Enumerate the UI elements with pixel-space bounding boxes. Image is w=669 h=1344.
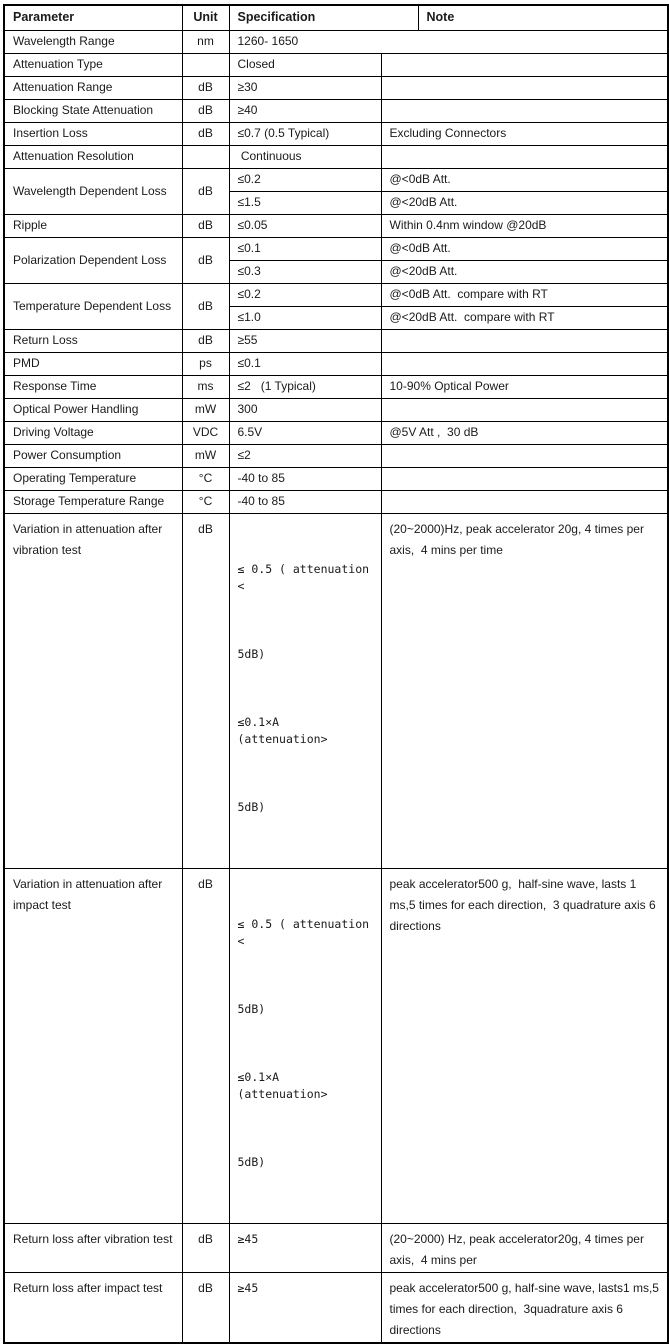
- table-row: [4, 352, 668, 375]
- unit-cell: ps: [182, 352, 229, 375]
- table-row: [4, 122, 668, 145]
- spec-cell: ≤2 (1 Typical): [229, 375, 381, 398]
- spec-cell: ≥40: [229, 99, 381, 122]
- spec-cell: ≤0.3: [229, 260, 381, 283]
- header-parameter: Parameter: [4, 5, 182, 30]
- note-cell: [381, 398, 668, 421]
- parameter-cell: PMD: [4, 352, 182, 375]
- spec-cell: Closed: [229, 53, 381, 76]
- note-cell: @<20dB Att.: [381, 260, 668, 283]
- unit-cell: dB: [182, 868, 229, 1223]
- spec-cell: ≤0.7 (0.5 Typical): [229, 122, 381, 145]
- spec-cell: ≤1.5: [229, 191, 381, 214]
- unit-cell: nm: [182, 30, 229, 53]
- unit-cell: dB: [182, 99, 229, 122]
- note-cell: Excluding Connectors: [381, 122, 668, 145]
- spec-cell: ≥45: [229, 1272, 381, 1343]
- parameter-cell: Polarization Dependent Loss: [4, 237, 182, 283]
- unit-cell: dB: [182, 237, 229, 283]
- note-cell: peak accelerator500 g, half-sine wave, lasts 1 ms,5 times for each direction, 3 quadrature axis 6 directions: [381, 868, 668, 1223]
- unit-cell: °C: [182, 490, 229, 513]
- parameter-cell: Attenuation Resolution: [4, 145, 182, 168]
- spec-cell: [229, 513, 381, 868]
- table-row: [4, 214, 668, 237]
- note-cell: [381, 490, 668, 513]
- table-row: [4, 868, 668, 1223]
- parameter-cell: Storage Temperature Range: [4, 490, 182, 513]
- unit-cell: dB: [182, 76, 229, 99]
- note-cell: [381, 53, 668, 76]
- parameter-cell: Ripple: [4, 214, 182, 237]
- note-cell: [381, 76, 668, 99]
- spec-cell: Continuous: [229, 145, 381, 168]
- parameter-cell: Variation in attenuation after vibration test: [4, 513, 182, 868]
- unit-cell: mW: [182, 398, 229, 421]
- note-cell: Within 0.4nm window @20dB: [381, 214, 668, 237]
- spec-cell: ≤0.2: [229, 168, 381, 191]
- unit-cell: ms: [182, 375, 229, 398]
- parameter-cell: Return Loss: [4, 329, 182, 352]
- table-row: [4, 168, 668, 191]
- parameter-cell: Attenuation Type: [4, 53, 182, 76]
- table-row: [4, 513, 668, 868]
- spec-cell: ≥30: [229, 76, 381, 99]
- unit-cell: dB: [182, 122, 229, 145]
- parameter-cell: Wavelength Dependent Loss: [4, 168, 182, 214]
- table-row: [4, 1272, 668, 1343]
- spec-line: ≤0.1×A (attenuation>: [237, 714, 328, 746]
- spec-cell: ≤0.1: [229, 237, 381, 260]
- note-cell: @<0dB Att.: [381, 237, 668, 260]
- spec-cell: -40 to 85: [229, 490, 381, 513]
- note-cell: peak accelerator500 g, half-sine wave, lasts1 ms,5 times for each direction, 3quadrature axis 6 directions: [381, 1272, 668, 1343]
- unit-cell: dB: [182, 329, 229, 352]
- parameter-cell: Response Time: [4, 375, 182, 398]
- unit-cell: dB: [182, 1272, 229, 1343]
- parameter-cell: Driving Voltage: [4, 421, 182, 444]
- spec-line: 5dB): [237, 799, 266, 814]
- table-row: [4, 99, 668, 122]
- table-row: [4, 76, 668, 99]
- note-cell: [381, 99, 668, 122]
- table-row: [4, 490, 668, 513]
- parameter-cell: Blocking State Attenuation: [4, 99, 182, 122]
- spec-line: 5dB): [237, 1154, 266, 1169]
- spec-line: ≤0.1×A (attenuation>: [237, 1069, 328, 1101]
- spec-line: ≤ 0.5 ( attenuation <: [237, 561, 376, 593]
- spec-cell: ≥55: [229, 329, 381, 352]
- note-cell: [381, 145, 668, 168]
- table-row: [4, 467, 668, 490]
- header-note: Note: [418, 5, 668, 30]
- spec-cell: ≤0.05: [229, 214, 381, 237]
- spec-cell: ≤0.2: [229, 283, 381, 306]
- table-row: [4, 237, 668, 260]
- note-cell: (20~2000)Hz, peak accelerator 20g, 4 times per axis, 4 mins per time: [381, 513, 668, 868]
- note-cell: @5V Att , 30 dB: [381, 421, 668, 444]
- table-row: [4, 30, 668, 53]
- spec-cell: 300: [229, 398, 381, 421]
- table-row: [4, 375, 668, 398]
- header-specification: Specification: [229, 5, 418, 30]
- note-cell: [381, 444, 668, 467]
- spec-cell: ≥45: [229, 1223, 381, 1272]
- table-row: [4, 444, 668, 467]
- note-cell: @<20dB Att. compare with RT: [381, 306, 668, 329]
- parameter-cell: Temperature Dependent Loss: [4, 283, 182, 329]
- parameter-cell: Operating Temperature: [4, 467, 182, 490]
- spec-cell: 1260- 1650: [229, 30, 668, 53]
- table-row: [4, 398, 668, 421]
- note-cell: [381, 352, 668, 375]
- note-cell: @<0dB Att.: [381, 168, 668, 191]
- table-row: [4, 53, 668, 76]
- unit-cell: [182, 53, 229, 76]
- parameter-cell: Variation in attenuation after impact test: [4, 868, 182, 1223]
- parameter-cell: Return loss after impact test: [4, 1272, 182, 1343]
- unit-cell: [182, 145, 229, 168]
- spec-cell: [229, 868, 381, 1223]
- parameter-cell: Optical Power Handling: [4, 398, 182, 421]
- spec-cell: ≤2: [229, 444, 381, 467]
- note-cell: @<20dB Att.: [381, 191, 668, 214]
- header-unit: Unit: [182, 5, 229, 30]
- spec-line: 5dB): [237, 1001, 266, 1016]
- unit-cell: dB: [182, 513, 229, 868]
- parameter-cell: Attenuation Range: [4, 76, 182, 99]
- note-cell: 10-90% Optical Power: [381, 375, 668, 398]
- spec-table: [3, 4, 669, 1344]
- table-row: [4, 283, 668, 306]
- table-header-row: [4, 5, 668, 30]
- table-row: [4, 421, 668, 444]
- parameter-cell: Return loss after vibration test: [4, 1223, 182, 1272]
- spec-cell: -40 to 85: [229, 467, 381, 490]
- unit-cell: VDC: [182, 421, 229, 444]
- table-row: [4, 145, 668, 168]
- note-cell: [381, 329, 668, 352]
- spec-line: ≤ 0.5 ( attenuation <: [237, 916, 376, 948]
- parameter-cell: Wavelength Range: [4, 30, 182, 53]
- note-cell: (20~2000) Hz, peak accelerator20g, 4 times per axis, 4 mins per: [381, 1223, 668, 1272]
- unit-cell: mW: [182, 444, 229, 467]
- note-cell: [381, 467, 668, 490]
- parameter-cell: Insertion Loss: [4, 122, 182, 145]
- spec-cell: 6.5V: [229, 421, 381, 444]
- spec-line: 5dB): [237, 646, 266, 661]
- unit-cell: dB: [182, 1223, 229, 1272]
- table-row: [4, 1223, 668, 1272]
- parameter-cell: Power Consumption: [4, 444, 182, 467]
- unit-cell: dB: [182, 283, 229, 329]
- spec-cell: ≤0.1: [229, 352, 381, 375]
- unit-cell: °C: [182, 467, 229, 490]
- table-row: [4, 329, 668, 352]
- spec-cell: ≤1.0: [229, 306, 381, 329]
- unit-cell: dB: [182, 214, 229, 237]
- note-cell: @<0dB Att. compare with RT: [381, 283, 668, 306]
- unit-cell: dB: [182, 168, 229, 214]
